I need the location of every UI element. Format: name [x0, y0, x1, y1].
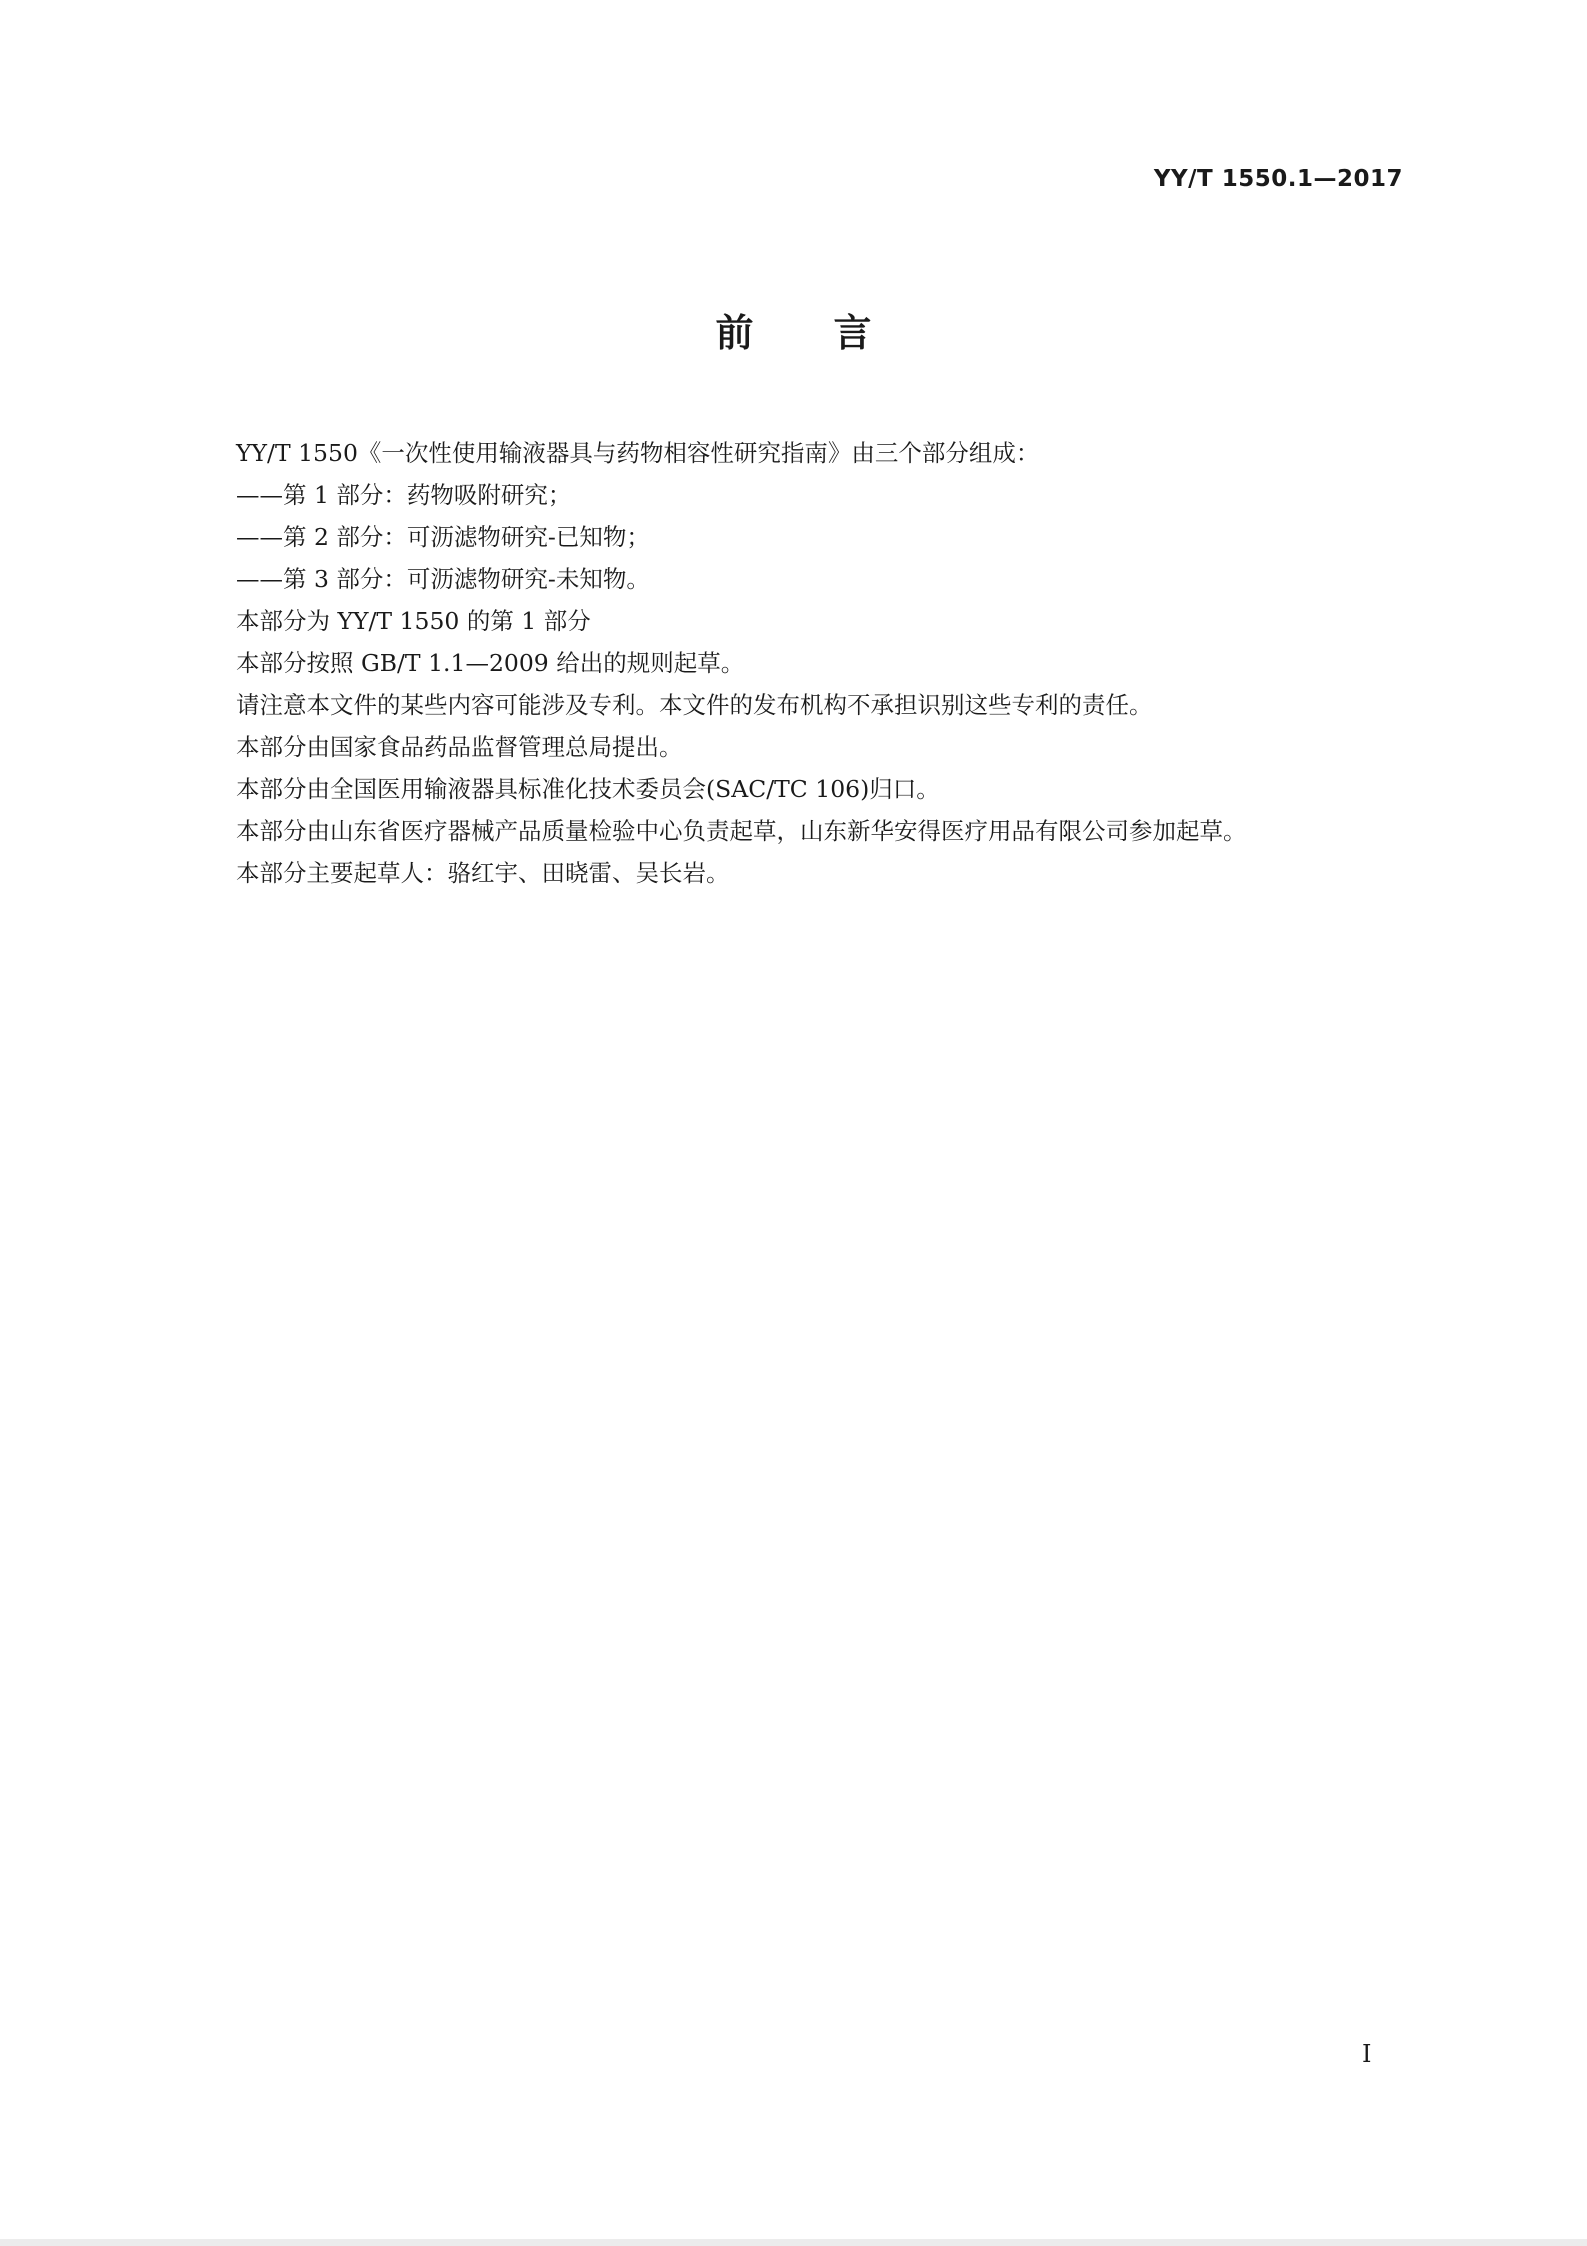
- page-number: I: [1362, 2040, 1372, 2068]
- paragraph-composition: YY/T 1550《一次性使用输液器具与药物相容性研究指南》由三个部分组成：: [236, 439, 1040, 467]
- paragraph-drafters: 本部分主要起草人：骆红宇、田晓雷、吴长岩。: [236, 859, 730, 887]
- paragraph-drafting-rules: 本部分按照 GB/T 1.1—2009 给出的规则起草。: [236, 649, 745, 677]
- foreword-body: [236, 432, 1416, 894]
- page-title: 前言: [715, 311, 952, 355]
- paragraph-centralized-by: 本部分由全国医用输液器具标准化技术委员会(SAC/TC 106)归口。: [236, 775, 940, 803]
- standard-code: YY/T 1550.1—2017: [1153, 166, 1403, 192]
- list-item-part-3: ——第 3 部分：可沥滤物研究-未知物。: [236, 565, 650, 593]
- paragraph-patent-notice: 请注意本文件的某些内容可能涉及专利。本文件的发布机构不承担识别这些专利的责任。: [236, 691, 1153, 719]
- list-item-part-2: ——第 2 部分：可沥滤物研究-已知物；: [236, 523, 650, 551]
- page-bottom-edge: [0, 2239, 1587, 2246]
- paragraph-proposed-by: 本部分由国家食品药品监督管理总局提出。: [236, 733, 683, 761]
- paragraph-drafted-by: 本部分由山东省医疗器械产品质量检验中心负责起草，山东新华安得医疗用品有限公司参加起草。: [236, 817, 1247, 845]
- list-item-part-1: ——第 1 部分：药物吸附研究；: [236, 481, 572, 509]
- paragraph-part-statement: 本部分为 YY/T 1550 的第 1 部分: [236, 607, 591, 635]
